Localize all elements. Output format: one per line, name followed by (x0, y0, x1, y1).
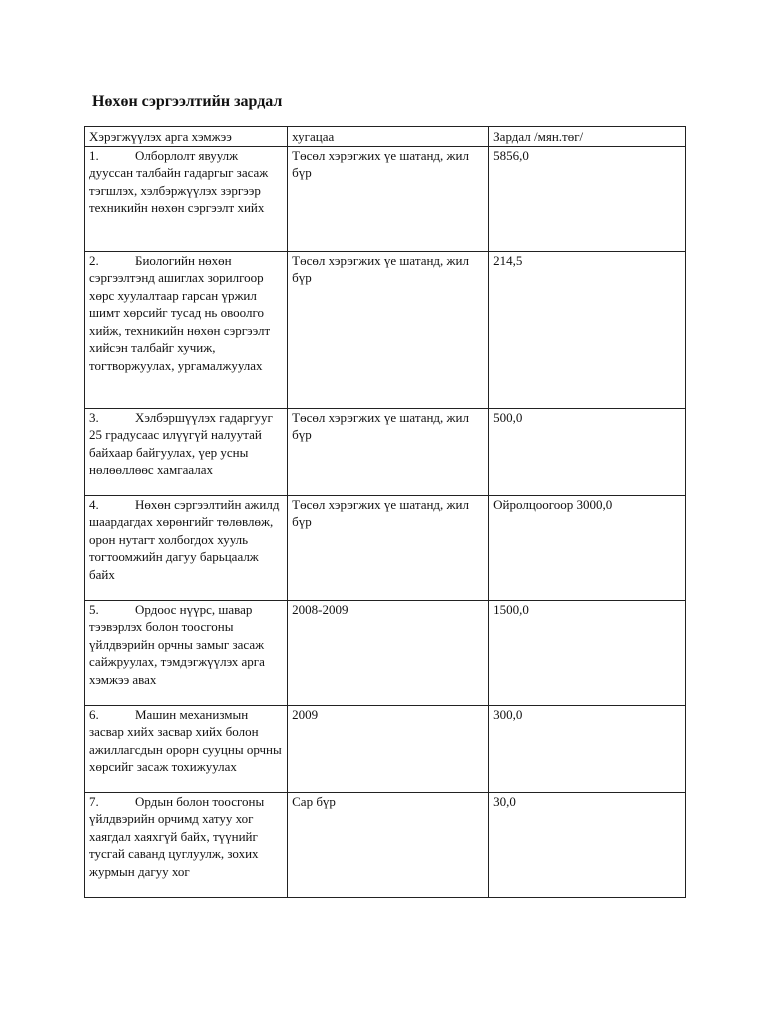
period-cell: Төсөл хэрэгжих үе шатанд, жил бүр (288, 251, 489, 408)
table-row (85, 251, 686, 408)
measure-cell (85, 495, 288, 600)
period-cell: 2008-2009 (288, 600, 489, 705)
row-number: 6. (89, 706, 99, 722)
row-number: 4. (89, 496, 99, 512)
cost-cell: 214,5 (489, 251, 686, 408)
cost-cell: 5856,0 (489, 146, 686, 251)
header-cost: Зардал /мян.төг/ (489, 127, 686, 147)
table-row (85, 408, 686, 495)
measure-cell (85, 146, 288, 251)
row-number: 7. (89, 793, 99, 809)
cost-table (84, 126, 686, 898)
period-cell: Төсөл хэрэгжих үе шатанд, жил бүр (288, 146, 489, 251)
measure-cell (85, 251, 288, 408)
cost-cell: 500,0 (489, 408, 686, 495)
cost-cell: Ойролцоогоор 3000,0 (489, 495, 686, 600)
row-number: 3. (89, 409, 99, 425)
row-number: 1. (89, 147, 99, 163)
measure-cell (85, 600, 288, 705)
header-measure: Хэрэгжүүлэх арга хэмжээ (85, 127, 288, 147)
table-header-row (85, 127, 686, 147)
header-period: хугацаа (288, 127, 489, 147)
table-row (85, 600, 686, 705)
row-number: 2. (89, 252, 99, 268)
cost-cell: 30,0 (489, 792, 686, 897)
page-title: Нөхөн сэргээлтийн зардал (92, 93, 283, 110)
period-cell: Сар бүр (288, 792, 489, 897)
period-cell: Төсөл хэрэгжих үе шатанд, жил бүр (288, 495, 489, 600)
measure-text: Хэлбэршүүлэх гадаргууг 25 градусаас илүүгүй налуутай байхаар байгуулах, үер усны нөлөөллөөс хамгаалах (89, 409, 273, 477)
table-row (85, 146, 686, 251)
measure-text: Ордоос нүүрс, шавар тээвэрлэх болон тоосгоны үйлдвэрийн орчны замыг засаж сайжруулах, тэмдэгжүүлэх арга хэмжээ авах (89, 601, 265, 687)
measure-text: Нөхөн сэргээлтийн ажилд шаардагдах хөрөнгийг төлөвлөж, орон нутагт холбогдох хууль тогтоомжийн дагуу барьцаалж байх (89, 496, 280, 582)
measure-cell (85, 408, 288, 495)
row-number: 5. (89, 601, 99, 617)
measure-text: Машин механизмын засвар хийх засвар хийх болон ажиллагсдын орорн сууцны орчны хөрсийг засаж тохижуулах (89, 706, 282, 774)
cost-cell: 1500,0 (489, 600, 686, 705)
table-row (85, 792, 686, 897)
period-cell: Төсөл хэрэгжих үе шатанд, жил бүр (288, 408, 489, 495)
table-row (85, 495, 686, 600)
measure-text: Олборлолт явуулж дууссан талбайн гадаргыг засаж тэгшлэх, хэлбэржүүлэх зэргээр техникийн нөхөн сэргээлт хийх (89, 147, 269, 215)
table-row (85, 705, 686, 792)
measure-cell (85, 705, 288, 792)
cost-cell: 300,0 (489, 705, 686, 792)
period-cell: 2009 (288, 705, 489, 792)
measure-cell (85, 792, 288, 897)
measure-text: Биологийн нөхөн сэргээлтэнд ашиглах зорилгоор хөрс хуулалтаар гарсан үржил шимт хөрсийг тусад нь овоолго хийж, техникийн нөхөн сэргээлт хийсэн талбайг хучиж, тогтворжуулах, ургамалжуулах (89, 252, 271, 373)
measure-text: Ордын болон тоосгоны үйлдвэрийн орчимд хатуу хог хаягдал хаяхгүй байх, түүнийг тусгай саванд цуглуулж, зохих журмын дагуу хог (89, 793, 265, 879)
